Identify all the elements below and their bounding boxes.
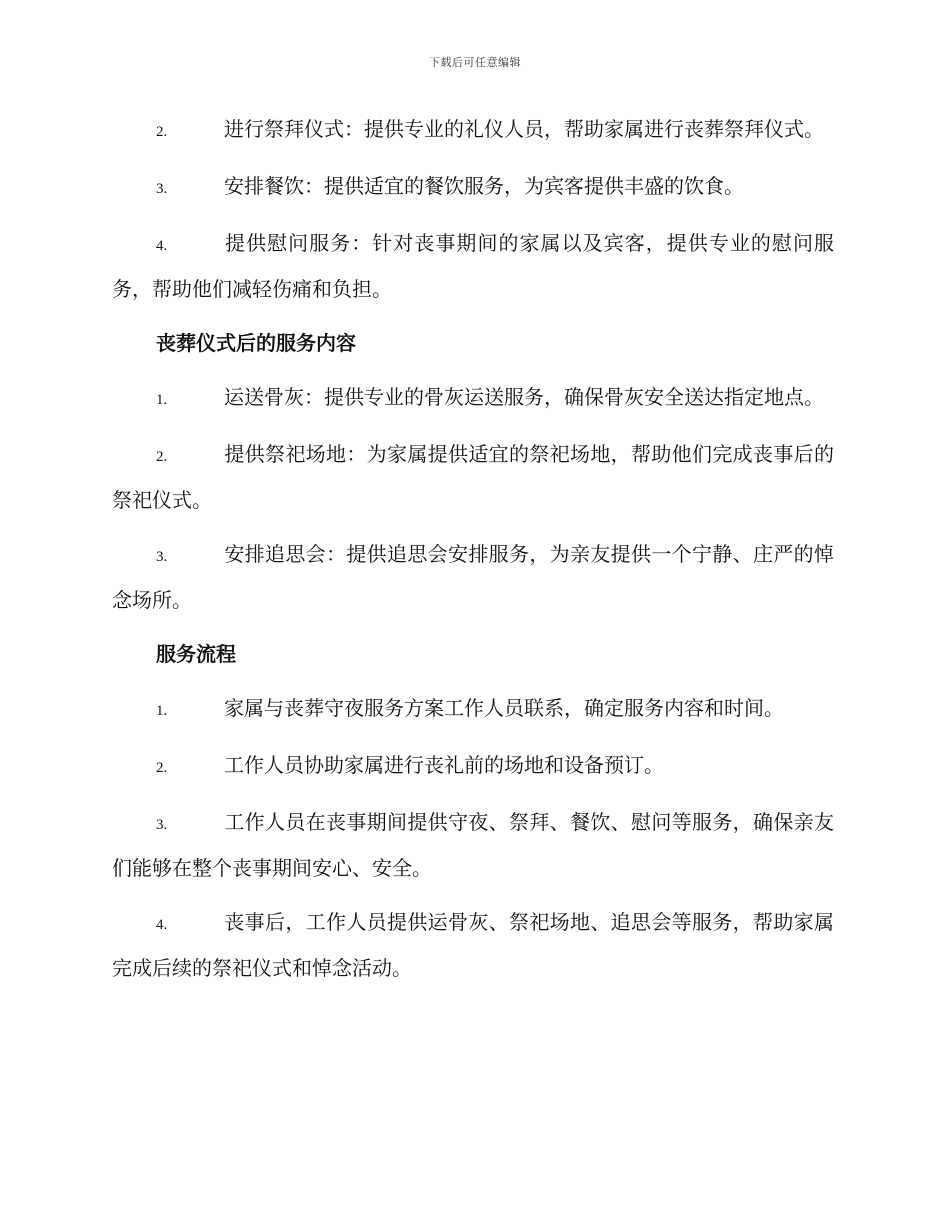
list-item [112, 165, 834, 211]
list-item [112, 433, 834, 522]
document-body [112, 108, 834, 1001]
page-header: 下载后可任意编辑 [429, 56, 521, 69]
list-text: 工作人员协助家属进行丧礼前的场地和设备预订。 [224, 753, 664, 777]
section-heading-after-ceremony: 丧葬仪式后的服务内容 [156, 331, 356, 355]
list-text: 安排餐饮：提供适宜的餐饮服务，为宾客提供丰盛的饮食。 [224, 174, 744, 198]
list-item [112, 901, 834, 990]
section-heading-service-process: 服务流程 [156, 642, 236, 666]
list-item [112, 376, 834, 422]
list-text: 家属与丧葬守夜服务方案工作人员联系，确定服务内容和时间。 [224, 696, 784, 720]
list-number: 4. [156, 238, 168, 254]
list-text: 工作人员在丧事期间提供守夜、祭拜、餐饮、慰问等服务，确保亲友们能够在整个丧事期间安心、安全。 [112, 810, 834, 880]
list-text: 提供慰问服务：针对丧事期间的家属以及宾客，提供专业的慰问服务，帮助他们减轻伤痛和负担。 [112, 231, 834, 301]
list-item [112, 744, 834, 790]
list-item [112, 533, 834, 622]
list-number: 3. [156, 817, 168, 833]
list-number: 4. [156, 917, 168, 933]
list-number: 1. [156, 392, 168, 408]
list-text: 安排追思会：提供追思会安排服务，为亲友提供一个宁静、庄严的悼念场所。 [112, 542, 834, 612]
list-number: 2. [156, 760, 168, 776]
list-number: 2. [156, 124, 168, 140]
list-item [112, 687, 834, 733]
list-number: 1. [156, 703, 168, 719]
list-number: 2. [156, 449, 168, 465]
list-item [112, 108, 834, 154]
list-item [112, 222, 834, 311]
list-item [112, 801, 834, 890]
list-number: 3. [156, 181, 168, 197]
list-number: 3. [156, 549, 168, 565]
list-text: 提供祭祀场地：为家属提供适宜的祭祀场地，帮助他们完成丧事后的祭祀仪式。 [112, 442, 834, 512]
list-text: 丧事后，工作人员提供运骨灰、祭祀场地、追思会等服务，帮助家属完成后续的祭祀仪式和悼念活动。 [112, 910, 834, 980]
list-text: 运送骨灰：提供专业的骨灰运送服务，确保骨灰安全送达指定地点。 [224, 385, 824, 409]
list-text: 进行祭拜仪式：提供专业的礼仪人员，帮助家属进行丧葬祭拜仪式。 [224, 117, 824, 141]
